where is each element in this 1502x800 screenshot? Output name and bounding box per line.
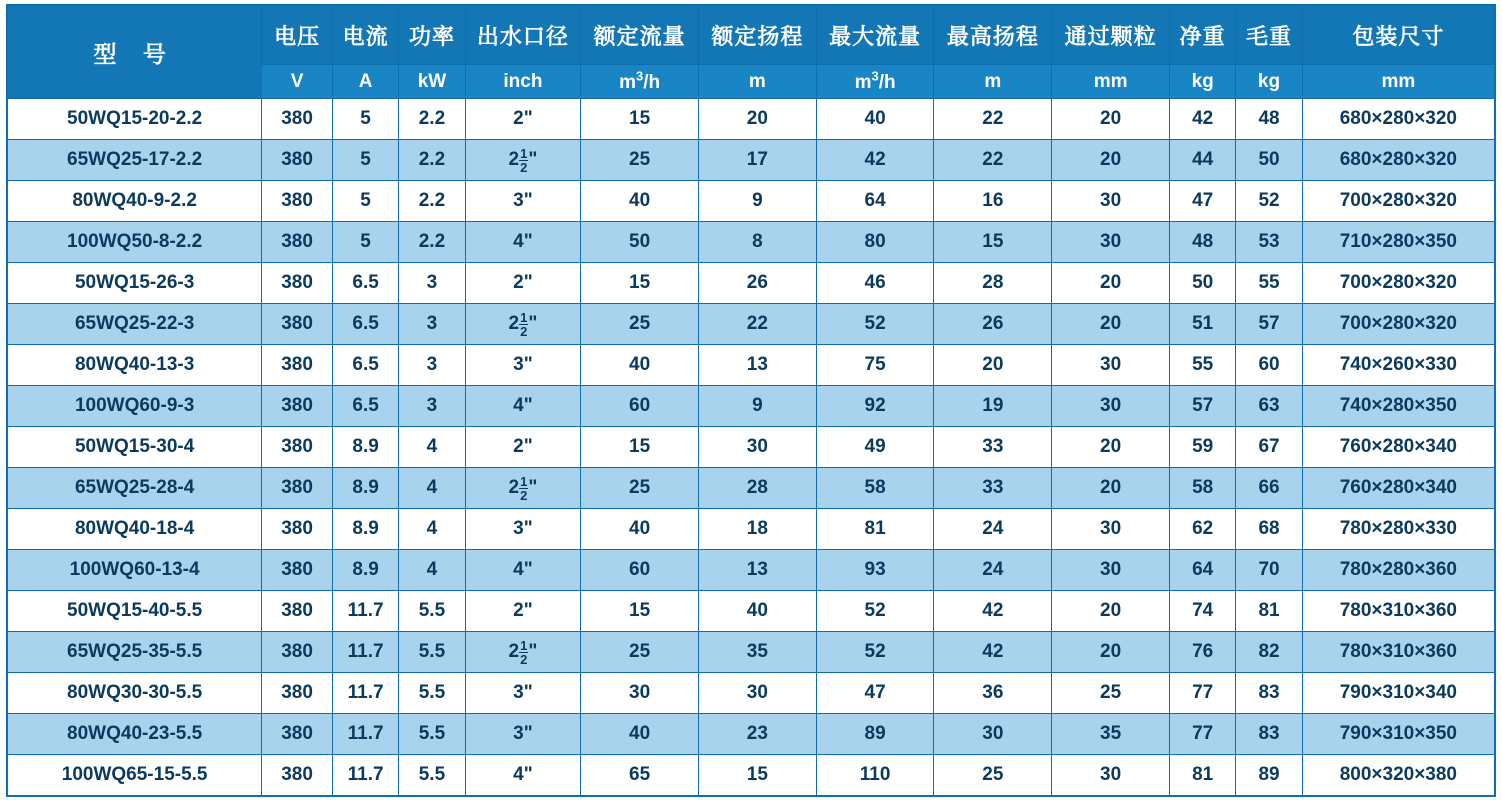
cell-max-flow: 81 [816,509,934,550]
cell-gross-weight: 83 [1236,673,1302,714]
cell-outlet-diameter: 3" [465,509,581,550]
cell-rated-flow: 25 [581,468,699,509]
cell-package-size: 780×310×360 [1302,591,1495,632]
cell-max-head: 26 [934,304,1052,345]
table-row [7,263,1495,304]
cell-voltage: 380 [262,140,333,181]
cell-model: 80WQ40-18-4 [7,509,262,550]
cell-outlet-diameter: 4" [465,550,581,591]
cell-max-flow: 110 [816,755,934,797]
cell-rated-flow: 25 [581,304,699,345]
cell-rated-flow: 25 [581,140,699,181]
cell-current: 11.7 [332,673,398,714]
cell-gross-weight: 57 [1236,304,1302,345]
table-row [7,755,1495,797]
cell-gross-weight: 52 [1236,181,1302,222]
cell-rated-head: 22 [698,304,816,345]
cell-power: 5.5 [399,755,465,797]
cell-current: 11.7 [332,714,398,755]
cell-voltage: 380 [262,304,333,345]
table-row [7,468,1495,509]
cell-power: 2.2 [399,99,465,140]
cell-rated-flow: 50 [581,222,699,263]
cell-model: 100WQ60-13-4 [7,550,262,591]
cell-power: 3 [399,386,465,427]
table-row [7,550,1495,591]
cell-max-head: 36 [934,673,1052,714]
cell-max-head: 22 [934,99,1052,140]
unit-outlet-diameter: inch [465,65,581,99]
cell-package-size: 740×280×350 [1302,386,1495,427]
cell-net-weight: 47 [1169,181,1235,222]
cell-rated-flow: 40 [581,181,699,222]
unit-max-flow [816,65,934,99]
cell-voltage: 380 [262,345,333,386]
cell-rated-head: 13 [698,550,816,591]
cell-package-size: 790×310×340 [1302,673,1495,714]
cell-power: 4 [399,427,465,468]
cell-max-flow: 52 [816,632,934,673]
outlet-diameter-fraction: 2 $\frac{1}{2}$ " [508,637,538,667]
unit-power: kW [399,65,465,99]
cell-max-head: 19 [934,386,1052,427]
cell-package-size: 780×280×330 [1302,509,1495,550]
cell-rated-head: 18 [698,509,816,550]
cell-max-head: 42 [934,591,1052,632]
cell-particle-size: 30 [1052,181,1170,222]
cell-package-size: 680×280×320 [1302,140,1495,181]
cell-gross-weight: 82 [1236,632,1302,673]
cell-model: 80WQ40-23-5.5 [7,714,262,755]
unit-rated-head: m [698,65,816,99]
cell-outlet-diameter: 2" [465,99,581,140]
cell-voltage: 380 [262,714,333,755]
cell-current: 5 [332,140,398,181]
cell-package-size: 740×260×330 [1302,345,1495,386]
cell-model: 50WQ15-30-4 [7,427,262,468]
cell-current: 6.5 [332,345,398,386]
cell-outlet-diameter: 3" [465,714,581,755]
cell-max-flow: 46 [816,263,934,304]
cell-power: 3 [399,263,465,304]
cell-voltage: 380 [262,181,333,222]
table-row [7,222,1495,263]
table-row [7,591,1495,632]
cell-power: 5.5 [399,632,465,673]
column-header-voltage: 电压 [262,5,333,65]
cell-rated-head: 15 [698,755,816,797]
cell-rated-head: 26 [698,263,816,304]
cell-outlet-diameter: 2" [465,427,581,468]
cell-voltage: 380 [262,673,333,714]
cell-max-head: 24 [934,550,1052,591]
cell-max-flow: 52 [816,304,934,345]
unit-package-size: mm [1302,65,1495,99]
cell-package-size: 680×280×320 [1302,99,1495,140]
cell-outlet-diameter: 4" [465,755,581,797]
cell-net-weight: 44 [1169,140,1235,181]
cell-net-weight: 62 [1169,509,1235,550]
cell-outlet-diameter: 3" [465,345,581,386]
cell-max-flow: 52 [816,591,934,632]
unit-gross-weight: kg [1236,65,1302,99]
unit-rated-flow [581,65,699,99]
cell-model: 80WQ40-9-2.2 [7,181,262,222]
table-row [7,632,1495,673]
cell-particle-size: 20 [1052,263,1170,304]
cell-max-head: 33 [934,468,1052,509]
unit-particle-size: mm [1052,65,1170,99]
cell-voltage: 380 [262,222,333,263]
cell-gross-weight: 50 [1236,140,1302,181]
cell-rated-head: 30 [698,427,816,468]
cell-power: 2.2 [399,140,465,181]
cell-current: 11.7 [332,591,398,632]
cell-max-head: 15 [934,222,1052,263]
cell-net-weight: 77 [1169,714,1235,755]
unit-max-head: m [934,65,1052,99]
column-header-model: 型 号 [7,5,262,99]
cell-rated-head: 17 [698,140,816,181]
outlet-diameter-fraction: 2 $\frac{1}{2}$ " [508,145,538,175]
cell-model: 100WQ60-9-3 [7,386,262,427]
cell-rated-flow: 60 [581,386,699,427]
table-row [7,304,1495,345]
cell-voltage: 380 [262,386,333,427]
cell-package-size: 780×280×360 [1302,550,1495,591]
cell-max-head: 42 [934,632,1052,673]
cell-model: 65WQ25-17-2.2 [7,140,262,181]
cell-package-size: 760×280×340 [1302,427,1495,468]
table-row [7,386,1495,427]
cell-current: 6.5 [332,386,398,427]
cell-max-flow: 42 [816,140,934,181]
cell-rated-flow: 15 [581,427,699,468]
cell-package-size: 710×280×350 [1302,222,1495,263]
cell-max-flow: 93 [816,550,934,591]
cell-current: 11.7 [332,632,398,673]
cell-outlet-diameter: 4" [465,222,581,263]
cell-particle-size: 35 [1052,714,1170,755]
cell-outlet-diameter: 3" [465,181,581,222]
cell-rated-flow: 60 [581,550,699,591]
cell-particle-size: 20 [1052,140,1170,181]
column-header-particle-size: 通过颗粒 [1052,5,1170,65]
column-header-outlet-diameter: 出水口径 [465,5,581,65]
unit-voltage: V [262,65,333,99]
cell-current: 5 [332,222,398,263]
cell-voltage: 380 [262,263,333,304]
cell-model: 50WQ15-26-3 [7,263,262,304]
cell-gross-weight: 83 [1236,714,1302,755]
cell-rated-flow: 25 [581,632,699,673]
cell-package-size: 700×280×320 [1302,181,1495,222]
cell-voltage: 380 [262,550,333,591]
cell-net-weight: 76 [1169,632,1235,673]
outlet-diameter-fraction: 2 $\frac{1}{2}$ " [508,473,538,503]
cell-rated-flow: 40 [581,509,699,550]
cell-outlet-diameter: 2" [465,591,581,632]
cell-rated-flow: 65 [581,755,699,797]
cell-max-head: 24 [934,509,1052,550]
cell-rated-head: 9 [698,181,816,222]
cell-rated-head: 28 [698,468,816,509]
cell-current: 8.9 [332,427,398,468]
cell-max-flow: 64 [816,181,934,222]
unit-max-flow-text: $m^3/h$ [854,68,896,94]
cell-rated-flow: 15 [581,591,699,632]
cell-max-flow: 40 [816,99,934,140]
cell-power: 4 [399,509,465,550]
cell-net-weight: 57 [1169,386,1235,427]
cell-model: 50WQ15-20-2.2 [7,99,262,140]
table-row [7,509,1495,550]
column-header-rated-flow: 额定流量 [581,5,699,65]
cell-current: 6.5 [332,304,398,345]
cell-outlet-diameter [465,304,581,345]
cell-current: 5 [332,181,398,222]
cell-rated-flow: 40 [581,345,699,386]
table-row [7,99,1495,140]
cell-rated-head: 40 [698,591,816,632]
cell-power: 5.5 [399,714,465,755]
cell-voltage: 380 [262,99,333,140]
table-row [7,714,1495,755]
cell-model: 80WQ40-13-3 [7,345,262,386]
cell-power: 4 [399,468,465,509]
cell-particle-size: 30 [1052,345,1170,386]
cell-current: 8.9 [332,468,398,509]
cell-rated-head: 30 [698,673,816,714]
column-header-current: 电流 [332,5,398,65]
table-row [7,427,1495,468]
cell-rated-flow: 30 [581,673,699,714]
cell-particle-size: 20 [1052,99,1170,140]
table-row [7,181,1495,222]
cell-model: 100WQ65-15-5.5 [7,755,262,797]
cell-max-flow: 80 [816,222,934,263]
cell-current: 8.9 [332,550,398,591]
header-row-titles [7,5,1495,65]
cell-net-weight: 64 [1169,550,1235,591]
cell-power: 5.5 [399,673,465,714]
cell-rated-head: 13 [698,345,816,386]
cell-max-head: 22 [934,140,1052,181]
cell-net-weight: 81 [1169,755,1235,797]
cell-particle-size: 20 [1052,468,1170,509]
cell-voltage: 380 [262,755,333,797]
cell-gross-weight: 67 [1236,427,1302,468]
cell-max-head: 33 [934,427,1052,468]
cell-rated-flow: 15 [581,263,699,304]
cell-max-flow: 49 [816,427,934,468]
cell-gross-weight: 70 [1236,550,1302,591]
table-row [7,345,1495,386]
unit-current: A [332,65,398,99]
table-header [7,5,1495,99]
cell-particle-size: 20 [1052,632,1170,673]
cell-max-head: 28 [934,263,1052,304]
cell-particle-size: 30 [1052,550,1170,591]
cell-outlet-diameter: 4" [465,386,581,427]
cell-package-size: 700×280×320 [1302,263,1495,304]
cell-max-flow: 58 [816,468,934,509]
column-header-power: 功率 [399,5,465,65]
cell-voltage: 380 [262,632,333,673]
cell-net-weight: 77 [1169,673,1235,714]
cell-max-head: 30 [934,714,1052,755]
cell-voltage: 380 [262,591,333,632]
cell-particle-size: 30 [1052,755,1170,797]
cell-particle-size: 25 [1052,673,1170,714]
cell-power: 3 [399,345,465,386]
pump-specification-table [6,4,1496,797]
column-header-max-head: 最高扬程 [934,5,1052,65]
outlet-diameter-fraction: 2 $\frac{1}{2}$ " [508,309,538,339]
cell-net-weight: 55 [1169,345,1235,386]
cell-current: 5 [332,99,398,140]
cell-power: 4 [399,550,465,591]
cell-model: 80WQ30-30-5.5 [7,673,262,714]
cell-particle-size: 20 [1052,304,1170,345]
cell-max-flow: 92 [816,386,934,427]
cell-power: 3 [399,304,465,345]
cell-package-size: 780×310×360 [1302,632,1495,673]
cell-particle-size: 30 [1052,386,1170,427]
cell-rated-head: 9 [698,386,816,427]
cell-gross-weight: 81 [1236,591,1302,632]
cell-rated-head: 23 [698,714,816,755]
cell-net-weight: 50 [1169,263,1235,304]
cell-net-weight: 42 [1169,99,1235,140]
column-header-rated-head: 额定扬程 [698,5,816,65]
cell-particle-size: 30 [1052,509,1170,550]
cell-model: 65WQ25-22-3 [7,304,262,345]
cell-rated-flow: 40 [581,714,699,755]
column-header-package-size: 包装尺寸 [1302,5,1495,65]
cell-outlet-diameter [465,632,581,673]
cell-outlet-diameter [465,140,581,181]
cell-gross-weight: 55 [1236,263,1302,304]
cell-gross-weight: 53 [1236,222,1302,263]
cell-outlet-diameter: 3" [465,673,581,714]
column-header-gross-weight: 毛重 [1236,5,1302,65]
unit-rated-flow-text: $m^3/h$ [619,68,661,94]
cell-particle-size: 30 [1052,222,1170,263]
cell-package-size: 790×310×350 [1302,714,1495,755]
cell-max-flow: 75 [816,345,934,386]
cell-outlet-diameter [465,468,581,509]
cell-voltage: 380 [262,468,333,509]
cell-voltage: 380 [262,427,333,468]
cell-power: 2.2 [399,222,465,263]
cell-max-head: 25 [934,755,1052,797]
cell-gross-weight: 68 [1236,509,1302,550]
cell-current: 8.9 [332,509,398,550]
cell-model: 50WQ15-40-5.5 [7,591,262,632]
cell-model: 65WQ25-28-4 [7,468,262,509]
cell-particle-size: 20 [1052,427,1170,468]
unit-net-weight: kg [1169,65,1235,99]
column-header-max-flow: 最大流量 [816,5,934,65]
cell-current: 11.7 [332,755,398,797]
cell-rated-head: 8 [698,222,816,263]
table-row [7,140,1495,181]
cell-gross-weight: 63 [1236,386,1302,427]
cell-max-flow: 89 [816,714,934,755]
cell-rated-head: 35 [698,632,816,673]
cell-rated-flow: 15 [581,99,699,140]
cell-gross-weight: 48 [1236,99,1302,140]
cell-gross-weight: 89 [1236,755,1302,797]
cell-net-weight: 59 [1169,427,1235,468]
cell-particle-size: 20 [1052,591,1170,632]
cell-gross-weight: 60 [1236,345,1302,386]
cell-net-weight: 74 [1169,591,1235,632]
cell-power: 2.2 [399,181,465,222]
cell-net-weight: 48 [1169,222,1235,263]
cell-net-weight: 51 [1169,304,1235,345]
cell-rated-head: 20 [698,99,816,140]
cell-net-weight: 58 [1169,468,1235,509]
cell-model: 100WQ50-8-2.2 [7,222,262,263]
cell-max-flow: 47 [816,673,934,714]
column-header-net-weight: 净重 [1169,5,1235,65]
table-body [7,99,1495,797]
cell-package-size: 800×320×380 [1302,755,1495,797]
cell-gross-weight: 66 [1236,468,1302,509]
cell-max-head: 20 [934,345,1052,386]
cell-max-head: 16 [934,181,1052,222]
cell-package-size: 760×280×340 [1302,468,1495,509]
cell-outlet-diameter: 2" [465,263,581,304]
cell-power: 5.5 [399,591,465,632]
cell-model: 65WQ25-35-5.5 [7,632,262,673]
table-row [7,673,1495,714]
cell-package-size: 700×280×320 [1302,304,1495,345]
cell-current: 6.5 [332,263,398,304]
cell-voltage: 380 [262,509,333,550]
